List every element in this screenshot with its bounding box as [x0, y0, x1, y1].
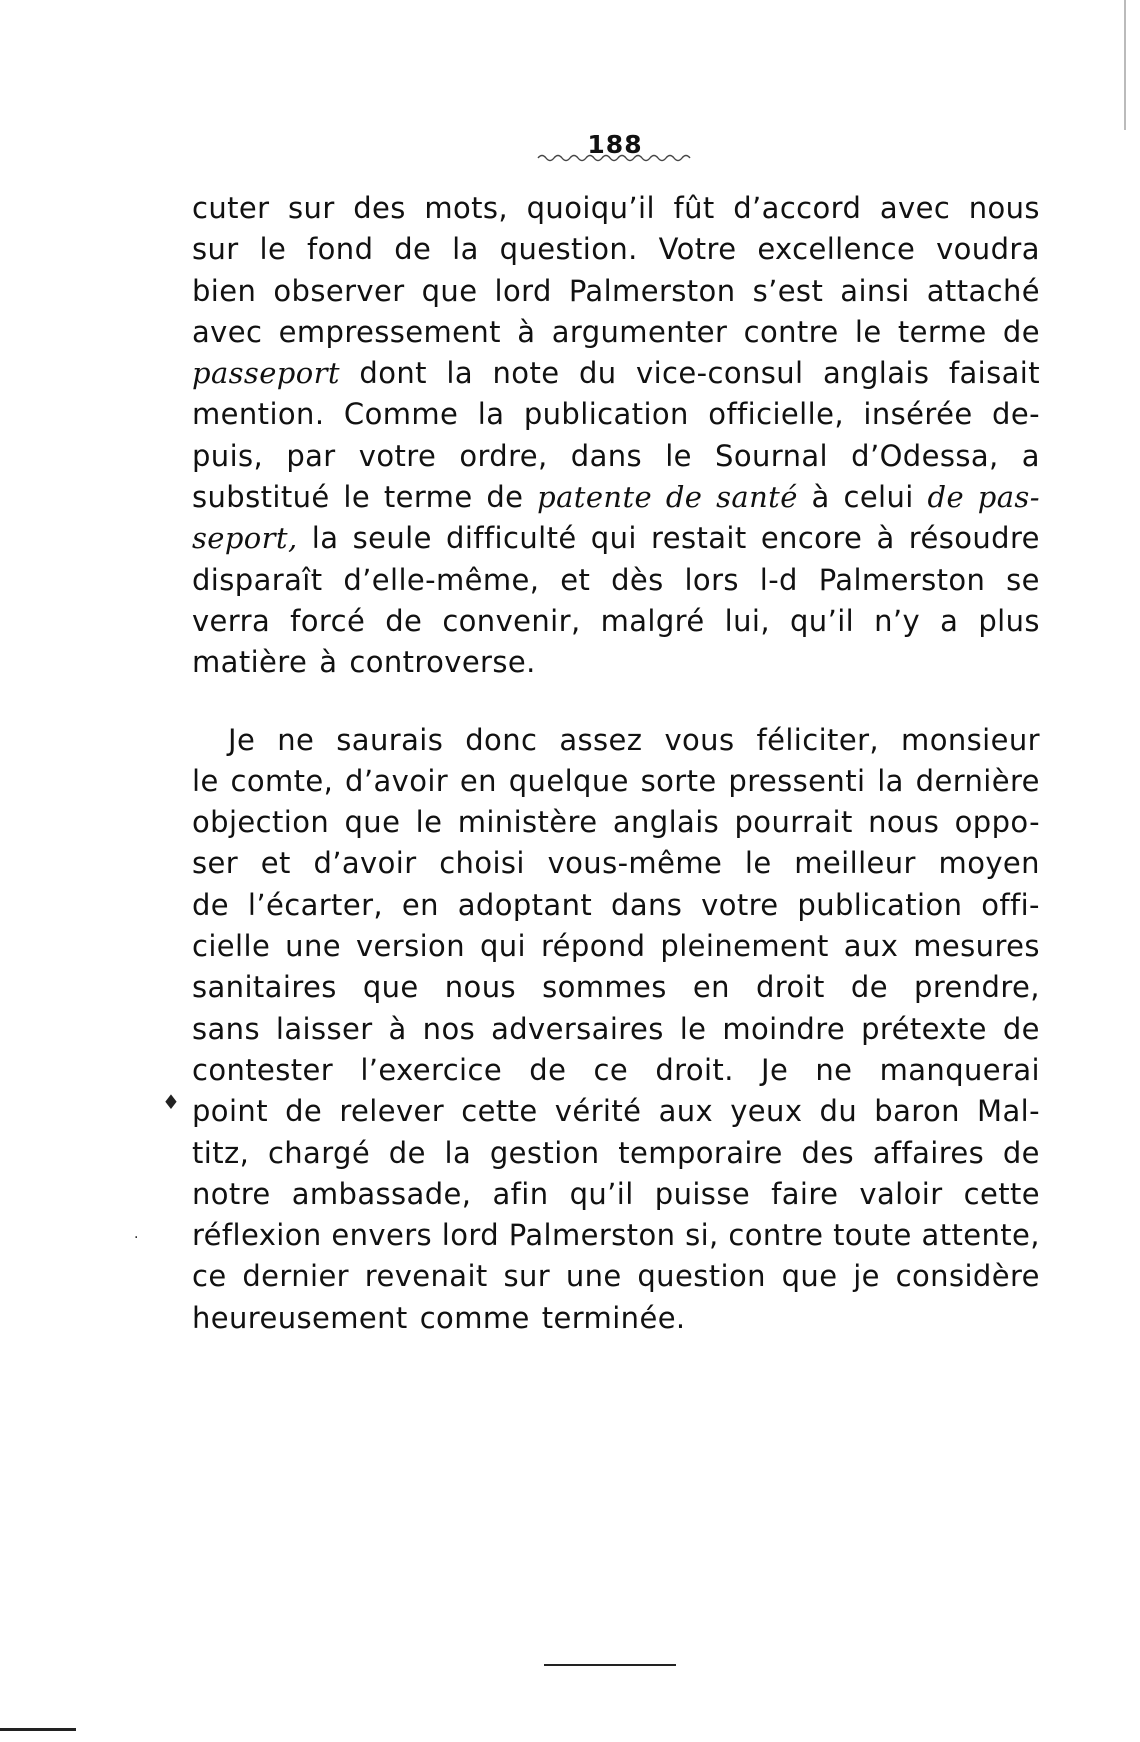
text-line	[192, 720, 1040, 761]
word: dont	[359, 356, 427, 391]
word: nous	[868, 805, 940, 840]
word: pleinement	[660, 929, 829, 964]
word: yeux	[730, 1094, 803, 1129]
word: encore	[760, 521, 863, 556]
word: ordre,	[459, 438, 548, 473]
word: attaché	[926, 273, 1040, 308]
word: sanitaires	[192, 970, 337, 1005]
word: à	[388, 1011, 407, 1046]
word: cuter	[192, 191, 270, 225]
word: cette	[461, 1094, 538, 1129]
word: ce	[192, 1259, 227, 1294]
word: qu’il	[569, 1176, 634, 1211]
word: faisait	[948, 356, 1040, 391]
text-line	[192, 1133, 1040, 1174]
word: disparaît	[192, 562, 323, 597]
word: affaires	[872, 1135, 985, 1170]
word: plus	[978, 603, 1040, 638]
word: empressement	[278, 314, 501, 349]
word: quelque	[508, 763, 629, 798]
margin-rule	[0, 1728, 76, 1731]
word: note	[492, 356, 560, 391]
word: des	[801, 1135, 855, 1170]
word: prétexte	[861, 1011, 987, 1046]
word: sur	[503, 1259, 551, 1294]
word: monsieur	[901, 722, 1040, 757]
word: le	[744, 846, 772, 881]
word: s’est	[752, 273, 824, 308]
word: celui	[843, 480, 914, 515]
word: vérité	[554, 1094, 642, 1129]
word: Comme	[343, 397, 459, 432]
text-line	[192, 926, 1040, 967]
word: réflexion	[192, 1218, 322, 1253]
word: difficulté	[446, 521, 577, 556]
page-number: 188	[587, 130, 643, 159]
word: temporaire	[618, 1135, 783, 1170]
word: sans	[192, 1011, 260, 1046]
word: de	[385, 603, 423, 638]
word: puisse	[654, 1176, 751, 1211]
word: de	[1002, 1135, 1040, 1170]
word: d’accord	[733, 191, 862, 225]
word: des	[353, 191, 406, 225]
word: oppo-	[954, 805, 1040, 840]
text-line	[192, 436, 1040, 477]
word: qu’il	[789, 603, 855, 638]
word: je	[853, 1259, 880, 1294]
word: puis,	[192, 438, 264, 473]
word: passeport	[192, 356, 340, 391]
word: patente	[537, 480, 653, 515]
word: n’y	[874, 603, 921, 638]
word: de	[1002, 314, 1040, 349]
word: ambassade,	[291, 1176, 472, 1211]
word: que	[344, 805, 401, 840]
word: assez	[559, 722, 643, 757]
word: le	[192, 763, 219, 798]
word: version	[355, 929, 465, 964]
page-number-ornament	[536, 152, 696, 164]
word: valoir	[859, 1176, 943, 1211]
word: à	[876, 521, 895, 556]
word: officielle,	[708, 397, 844, 432]
word: Palmerston	[508, 1218, 676, 1253]
margin-mark: ♦	[162, 1090, 180, 1114]
word: de	[388, 1135, 426, 1170]
word: santé	[716, 480, 798, 515]
word: cielle	[192, 929, 271, 964]
word: qui	[479, 929, 526, 964]
word: que	[362, 970, 419, 1005]
word: excellence	[757, 232, 916, 267]
word: le	[665, 438, 692, 473]
word: de	[394, 232, 432, 267]
text-line	[192, 802, 1040, 843]
word: à	[319, 645, 338, 680]
word: ne	[815, 1052, 853, 1087]
word: une	[285, 929, 341, 964]
text-line	[192, 967, 1040, 1008]
word: le	[415, 805, 443, 840]
word: à	[811, 480, 830, 515]
text-line	[192, 560, 1040, 601]
text-line	[192, 518, 1040, 559]
word: pas-	[977, 480, 1040, 515]
word: fût	[673, 191, 715, 225]
word: d’avoir	[345, 763, 449, 798]
word: observer	[273, 273, 405, 308]
text-line	[192, 353, 1040, 394]
word: la	[452, 232, 479, 267]
word: restait	[651, 521, 747, 556]
word: avec	[879, 191, 951, 225]
text-line	[192, 885, 1040, 926]
word: de	[192, 887, 230, 922]
word: afin	[492, 1176, 549, 1211]
word: gestion	[489, 1135, 600, 1170]
text-line	[192, 1215, 1040, 1256]
word: question	[637, 1259, 766, 1294]
word: de	[529, 1052, 567, 1087]
word: question.	[499, 232, 638, 267]
word: si,	[685, 1218, 719, 1253]
word: de	[285, 1094, 323, 1129]
word: droit.	[655, 1052, 734, 1087]
word: la	[444, 1135, 472, 1170]
word: terminée.	[541, 1300, 686, 1335]
word: a	[1021, 438, 1040, 473]
word: à	[517, 314, 536, 349]
word: seule	[352, 521, 432, 556]
paragraph-gap	[192, 684, 1040, 720]
word: l’écarter,	[247, 887, 384, 922]
word: point	[192, 1094, 268, 1129]
word: attente,	[921, 1218, 1040, 1253]
word: dès	[611, 562, 664, 597]
word: votre	[701, 887, 779, 922]
page-edge-line	[1124, 0, 1126, 130]
word: une	[565, 1259, 622, 1294]
paragraph	[192, 188, 1040, 684]
word: d’elle-même,	[343, 562, 540, 597]
word: fond	[307, 232, 374, 267]
word: moyen	[938, 846, 1040, 881]
text-line	[192, 843, 1040, 884]
word: offi-	[981, 887, 1040, 922]
text-line	[192, 642, 1040, 683]
text-line	[192, 1256, 1040, 1297]
word: faire	[771, 1176, 839, 1211]
word: nous	[444, 970, 516, 1005]
word: ser	[192, 846, 239, 881]
word: manquerai	[879, 1052, 1040, 1087]
word: ne	[277, 722, 315, 757]
word: malgré	[600, 603, 705, 638]
word: d’Odessa,	[851, 438, 999, 473]
word: avec	[192, 314, 263, 349]
word: que	[421, 273, 478, 308]
margin-mark: .	[134, 1226, 139, 1242]
text-line	[192, 1009, 1040, 1050]
word: nos	[422, 1011, 476, 1046]
word: quoiqu’il	[526, 191, 655, 225]
text-line	[192, 312, 1040, 353]
word: féliciter,	[756, 722, 880, 757]
word: le	[343, 480, 371, 515]
word: a	[940, 603, 959, 638]
word: pressenti	[728, 763, 866, 798]
body-text	[192, 188, 1040, 1339]
word: Sournal	[715, 438, 828, 473]
word: aux	[843, 929, 899, 964]
word: la	[877, 763, 904, 798]
word: anglais	[612, 805, 720, 840]
word: objection	[192, 805, 330, 840]
word: répond	[540, 929, 646, 964]
word: le	[679, 1011, 707, 1046]
word: choisi	[439, 846, 525, 881]
word: le	[259, 232, 287, 267]
word: laisser	[275, 1011, 373, 1046]
text-line	[192, 1298, 1040, 1339]
word: notre	[192, 1176, 271, 1211]
word: adversaires	[491, 1011, 664, 1046]
text-line	[192, 271, 1040, 312]
text-line	[192, 394, 1040, 435]
word: Je	[228, 722, 256, 757]
word: en	[692, 970, 730, 1005]
word: dans	[611, 887, 683, 922]
text-line	[192, 601, 1040, 642]
word: lui,	[724, 603, 770, 638]
word: revenait	[364, 1259, 488, 1294]
word: l-d	[759, 562, 798, 597]
end-rule	[544, 1664, 676, 1666]
word: de	[927, 480, 965, 515]
paragraph	[192, 720, 1040, 1339]
word: sorte	[640, 763, 717, 798]
word: par	[286, 438, 336, 473]
word: la	[477, 397, 505, 432]
word: substitué	[192, 480, 330, 515]
word: ce	[593, 1052, 629, 1087]
word: en	[459, 763, 497, 798]
word: controverse.	[349, 645, 536, 680]
word: lors	[684, 562, 739, 597]
text-line	[192, 1174, 1040, 1215]
word: Palmerston	[818, 562, 986, 597]
word: sommes	[542, 970, 667, 1005]
word: la	[446, 356, 474, 391]
word: envers	[331, 1218, 433, 1253]
word: comte,	[230, 763, 334, 798]
word: l’exercice	[360, 1052, 503, 1087]
word: verra	[192, 603, 271, 638]
word: matière	[192, 645, 308, 680]
word: Votre	[658, 232, 737, 267]
word: baron	[874, 1094, 960, 1129]
text-line	[192, 1050, 1040, 1091]
word: Je	[761, 1052, 789, 1087]
word: se	[1006, 562, 1040, 597]
word: de	[1002, 1011, 1040, 1046]
word: contre	[728, 1218, 824, 1253]
word: droit	[755, 970, 825, 1005]
word: chargé	[267, 1135, 371, 1170]
word: terme	[897, 314, 987, 349]
word: sur	[192, 232, 239, 267]
word: considère	[895, 1259, 1040, 1294]
word: argumenter	[551, 314, 728, 349]
word: moindre	[722, 1011, 846, 1046]
text-line	[192, 188, 1040, 229]
word: vous	[664, 722, 735, 757]
word: qui	[590, 521, 637, 556]
word: prendre,	[914, 970, 1040, 1005]
word: pourrait	[734, 805, 853, 840]
word: saurais	[336, 722, 444, 757]
word: lord	[441, 1218, 500, 1253]
word: relever	[339, 1094, 445, 1129]
word: la	[311, 521, 339, 556]
text-line	[192, 477, 1040, 518]
word: du	[578, 356, 617, 391]
word: lord	[494, 273, 552, 308]
word: voudra	[936, 232, 1040, 267]
text-line	[192, 761, 1040, 802]
word: contester	[192, 1052, 334, 1087]
word: insérée	[863, 397, 973, 432]
word: que	[781, 1259, 838, 1294]
word: seport,	[192, 521, 298, 556]
word: mots,	[424, 191, 509, 225]
word: le	[854, 314, 882, 349]
word: vous-même	[547, 846, 723, 881]
word: publication	[523, 397, 689, 432]
word: sur	[288, 191, 335, 225]
word: du	[819, 1094, 858, 1129]
word: Palmerston	[568, 273, 736, 308]
word: publication	[797, 887, 963, 922]
word: Mal-	[977, 1094, 1040, 1129]
word: titz,	[192, 1135, 250, 1170]
word: mention.	[192, 397, 325, 432]
word: de	[850, 970, 888, 1005]
word: anglais	[823, 356, 930, 391]
word: convenir,	[442, 603, 581, 638]
word: cette	[963, 1176, 1040, 1211]
text-line	[192, 229, 1040, 270]
word: ainsi	[840, 273, 910, 308]
word: heureusement	[192, 1300, 408, 1335]
word: contre	[743, 314, 839, 349]
word: comme	[419, 1300, 530, 1335]
word: dernier	[242, 1259, 350, 1294]
word: terme	[383, 480, 473, 515]
word: aux	[658, 1094, 714, 1129]
word: d’avoir	[313, 846, 417, 881]
word: nous	[968, 191, 1040, 225]
word: vice-consul	[636, 356, 804, 391]
text-line	[192, 1091, 1040, 1132]
word: en	[401, 887, 439, 922]
word: bien	[192, 273, 257, 308]
word: de	[665, 480, 703, 515]
word: ministère	[457, 805, 598, 840]
word: meilleur	[794, 846, 916, 881]
word: de	[486, 480, 524, 515]
word: forcé	[290, 603, 366, 638]
word: votre	[358, 438, 437, 473]
word: adoptant	[457, 887, 593, 922]
word: toute	[833, 1218, 912, 1253]
word: de-	[992, 397, 1040, 432]
word: dernière	[915, 763, 1040, 798]
word: mesures	[913, 929, 1040, 964]
word: dans	[570, 438, 643, 473]
word: et	[560, 562, 591, 597]
word: donc	[465, 722, 538, 757]
word: résoudre	[908, 521, 1040, 556]
word: et	[260, 846, 291, 881]
